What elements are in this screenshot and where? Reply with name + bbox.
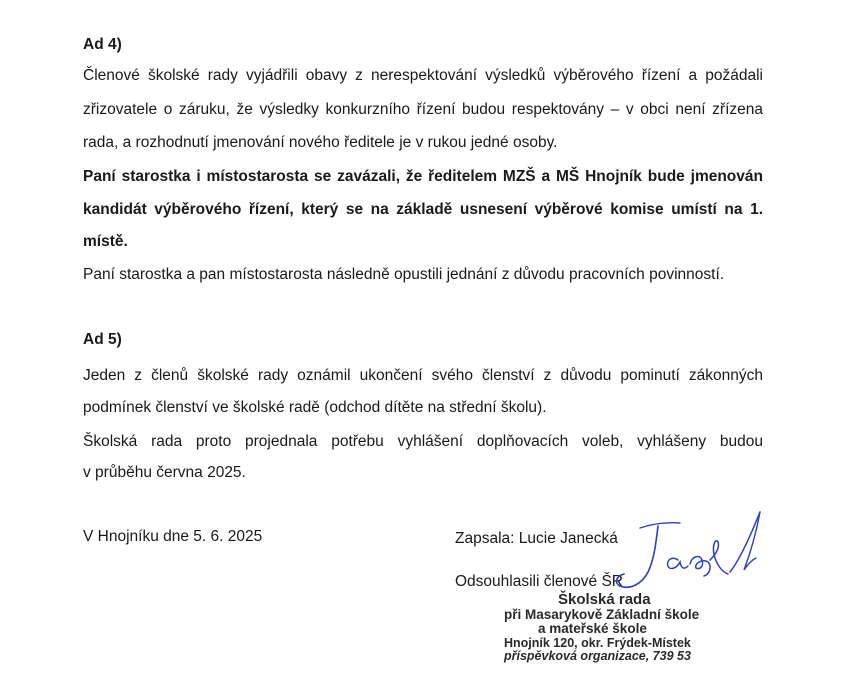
- section-heading-ad5: Ad 5): [83, 331, 122, 348]
- recorded-by: Zapsala: Lucie Janecká: [455, 530, 618, 547]
- ad4-paragraph-line-2: zřizovatele o záruku, že výsledky konkurzního řízení budou respektovány – v obci není zřízena: [83, 101, 763, 118]
- ad4-paragraph-line-1: Členové školské rady vyjádřili obavy z nerespektování výsledků výběrového řízení a požádali: [83, 67, 763, 84]
- stamp-line-5: příspěvková organizace, 739 53: [504, 648, 691, 663]
- ad5-paragraph-line-2: podmínek členství ve školské radě (odchod dítěte na střední školu).: [83, 399, 547, 416]
- stamp-line-4: Hnojník 120, okr. Frýdek-Místek: [504, 636, 691, 650]
- section-heading-ad4: Ad 4): [83, 36, 122, 53]
- stamp-line-1: Školská rada: [558, 591, 651, 608]
- ad5-paragraph2-line-1: Školská rada proto projednala potřebu vyhlášení doplňovacích voleb, vyhlášeny budou: [83, 433, 763, 450]
- stamp-line-3: a mateřské škole: [538, 620, 647, 636]
- ad4-bold-line-1: Paní starostka i místostarosta se zavázali, že ředitelem MZŠ a MŠ Hnojník bude jmenován: [83, 168, 763, 185]
- ad4-bold-line-2: kandidát výběrového řízení, který se na základě usnesení výběrové komise umístí na 1.: [83, 201, 763, 218]
- ad4-bold-line-3: místě.: [83, 233, 128, 250]
- school-council-stamp: [498, 592, 718, 662]
- approved-by: Odsouhlasili členové ŠR: [455, 573, 624, 590]
- place-date: V Hnojníku dne 5. 6. 2025: [83, 528, 263, 545]
- ad4-paragraph-line-3: rada, a rozhodnutí jmenování nového ředitele je v rukou jedné osoby.: [83, 134, 558, 151]
- stamp-line-2: při Masarykově Základní škole: [504, 607, 700, 622]
- ad5-paragraph2-line-2: v průběhu června 2025.: [83, 464, 246, 481]
- ad4-closing-line: Paní starostka a pan místostarosta následně opustili jednání z důvodu pracovních povinností.: [83, 266, 725, 283]
- ad5-paragraph-line-1: Jeden z členů školské rady oznámil ukončení svého členství z důvodu pominutí zákonných: [83, 367, 763, 384]
